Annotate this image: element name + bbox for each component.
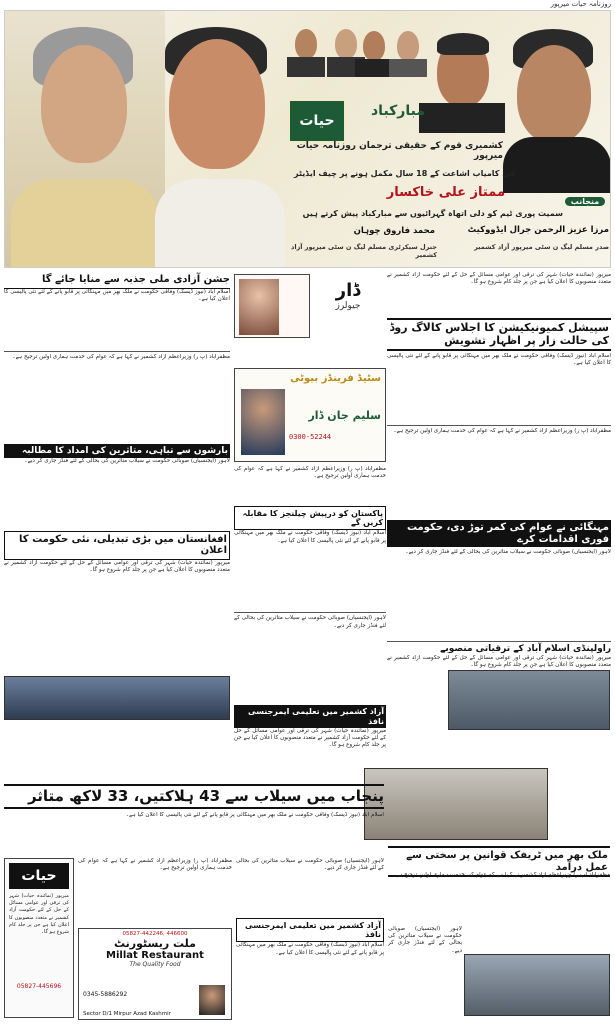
news-text: لاہور (ایجنسیاں) صوبائی حکومت نے سیلاب متاثرین کی بحالی کے لئے فنڈز جاری کر دیے۔ xyxy=(405,549,611,556)
news-text: اسلام آباد (نیوز ڈیسک) وفاقی حکومت نے ملک بھر میں مہنگائی پر قابو پانے کے لئے نئی پالیسی کا اعلان کیا ہے۔ xyxy=(387,353,611,367)
saleem-portrait xyxy=(241,389,285,455)
jewellers-image xyxy=(239,279,279,335)
news-text: لاہور (ایجنسیاں) صوبائی حکومت نے سیلاب متاثرین کی بحالی کے لئے فنڈز جاری کر دیے۔ xyxy=(388,926,462,954)
news-text: لاہور (ایجنسیاں) صوبائی حکومت نے سیلاب متاثرین کی بحالی کے لئے فنڈز جاری کر دیے۔ xyxy=(24,457,230,464)
portrait-right xyxy=(503,25,611,193)
saleem-ad xyxy=(234,368,386,462)
jewellers-ad xyxy=(234,274,310,338)
news-text: اسلام آباد (نیوز ڈیسک) وفاقی حکومت نے ملک بھر میں مہنگائی پر قابو پانے کے لئے نئی پالیسی کا اعلان کیا ہے۔ xyxy=(125,812,384,818)
congratulation-banner xyxy=(4,10,611,268)
headline: آزاد کشمیر میں تعلیمی ایمرجنسی نافذ xyxy=(234,705,386,727)
restaurant-address: Sector D/1 Mirpur Azad Kashmir xyxy=(83,1011,171,1017)
banner-line1: کشمیری قوم کے حقیقی ترجمان روزنامہ حیات میرپور xyxy=(296,141,503,161)
news-text: میرپور (نمائندہ حیات) شہر کی ترقی اور عوامی مسائل کے حل کے لئے حکومت آزاد کشمیر نے متعدد منصوبوں کا اعلان کیا ہے جن پر جلد کام شروع ہو گا۔ xyxy=(387,272,611,286)
headline: جشن آزادی ملی جذبہ سے منایا جائے گا xyxy=(4,272,230,289)
restaurant-ad xyxy=(78,928,232,1020)
restaurant-owner-photo xyxy=(199,985,225,1015)
news-column-right xyxy=(387,272,611,832)
news-text: مظفرآباد (پ ر) وزیراعظم آزاد کشمیر نے کہا ہے کہ عوام کی خدمت ہماری اولین ترجیح ہے۔ xyxy=(12,353,230,360)
hayat-mini-text: میرپور (نمائندہ حیات) شہر کی ترقی اور عوامی مسائل کے حل کے لئے حکومت آزاد کشمیر نے متعدد منصوبوں کا اعلان کیا ہے جن پر جلد کام شروع ہو گا۔ xyxy=(9,893,69,936)
restaurant-name-en: Millat Restaurant xyxy=(106,950,204,961)
saleem-phone: 0300-52244 xyxy=(289,433,332,441)
headline: افغانستان میں بڑی تبدیلی، نئی حکومت کا اعلان xyxy=(4,531,230,560)
news-photo xyxy=(4,676,230,720)
news-photo xyxy=(364,768,548,840)
small-portrait xyxy=(363,31,385,61)
news-text: اسلام آباد (نیوز ڈیسک) وفاقی حکومت نے ملک بھر میں مہنگائی پر قابو پانے کے لئے نئی پالیسی کا اعلان کیا ہے۔ xyxy=(4,288,230,302)
honoree-name: ممتاز علی خاکسار xyxy=(386,185,505,200)
hayat-mini-ad xyxy=(4,858,74,1018)
news-text: اسلام آباد (نیوز ڈیسک) وفاقی حکومت نے ملک بھر میں مہنگائی پر قابو پانے کے لئے نئی پالیسی کا اعلان کیا ہے۔ xyxy=(234,530,386,544)
small-portrait xyxy=(335,29,357,59)
headline: سپیشل کمیونیکیشن کا اجلاس کالاگ روڈ کی حالت زار پر اظہار تشویش xyxy=(387,318,611,351)
greeting-mark: مبارکباد xyxy=(371,103,425,119)
news-page xyxy=(4,272,611,1020)
person1-name: مرزا عزیز الرحمن جرال ایڈووکیٹ xyxy=(467,225,609,235)
portrait-left xyxy=(5,11,165,268)
news-text: میرپور (نمائندہ حیات) شہر کی ترقی اور عوامی مسائل کے حل کے لئے حکومت آزاد کشمیر نے متعدد منصوبوں کا اعلان کیا ہے جن پر جلد کام شروع ہو گا۔ xyxy=(4,559,230,574)
news-column-bottom xyxy=(236,858,384,1018)
news-text: میرپور (نمائندہ حیات) شہر کی ترقی اور عوامی مسائل کے حل کے لئے حکومت آزاد کشمیر نے متعدد منصوبوں کا اعلان کیا ہے جن پر جلد کام شروع ہو گا۔ xyxy=(387,654,611,668)
saleem-name: سلیم جان ڈار xyxy=(308,409,381,422)
small-portrait xyxy=(397,31,419,61)
headline: آزاد کشمیر میں تعلیمی ایمرجنسی نافذ xyxy=(236,918,384,942)
banner-line3: سمیت پوری ٹیم کو دلی اتھاہ گہرائیوں سے مبارکباد پیش کرتے ہیں xyxy=(302,209,563,218)
person2-title: جنرل سیکرٹری مسلم لیگ ن سٹی میرپور آزاد کشمیر xyxy=(291,243,437,259)
person1-title: صدر مسلم لیگ ن سٹی میرپور آزاد کشمیر xyxy=(474,243,609,251)
hayat-mini-phone: 05827-445696 xyxy=(16,983,62,990)
news-photo xyxy=(448,670,610,730)
news-photo xyxy=(464,954,610,1016)
person2-name: محمد فاروق چوہان xyxy=(353,226,435,236)
masthead-line: روزنامہ حیات میرپور xyxy=(550,0,611,8)
headline: ملک بھر میں ٹریفک قوانین پر سختی سے عمل درآمد xyxy=(388,846,610,877)
news-text: میرپور (نمائندہ حیات) شہر کی ترقی اور عوامی مسائل کے حل کے لئے حکومت آزاد کشمیر نے متعدد منصوبوں کا اعلان کیا ہے جن پر جلد کام شروع ہو گا۔ xyxy=(234,727,386,749)
jewellers-subtitle: جیولرز xyxy=(335,301,361,311)
news-text: مظفرآباد (پ ر) وزیراعظم آزاد کشمیر نے کہا ہے کہ عوام کی خدمت ہماری اولین ترجیح ہے۔ xyxy=(234,466,386,480)
small-portrait xyxy=(295,29,317,59)
from-label: منجانب xyxy=(565,197,605,206)
headline: مہنگائی نے عوام کی کمر توڑ دی، حکومت فوری اقدامات کرے xyxy=(387,520,611,547)
jewellers-brand xyxy=(310,274,386,338)
banner-line2: کی کامیاب اشاعت کے 18 سال مکمل ہونے پر چیف ایڈیٹر xyxy=(293,169,515,178)
news-text: لاہور (ایجنسیاں) صوبائی حکومت نے سیلاب متاثرین کی بحالی کے لئے فنڈز جاری کر دیے۔ xyxy=(236,858,384,872)
restaurant-mobile: 0345-5886292 xyxy=(83,991,128,998)
saleem-title: سٹیڈ فرینڈز بیوٹی xyxy=(290,373,381,384)
headline-main: پنجاب میں سیلاب سے 43 ہلاکتیں، 33 لاکھ متاثر xyxy=(4,784,384,809)
restaurant-phone: 05827-442246, 446600 xyxy=(122,931,188,937)
hayat-mini-logo: حیات xyxy=(9,863,69,889)
news-column-left xyxy=(4,272,230,812)
headline: بارشوں سے تباہی، متاثرین کی امداد کا مطالبہ xyxy=(4,444,230,458)
headline: راولپنڈی اسلام آباد کے ترقیاتی منصوبے xyxy=(440,644,611,655)
news-text: مظفرآباد (پ ر) وزیراعظم آزاد کشمیر نے کہا ہے کہ عوام کی خدمت ہماری اولین ترجیح ہے۔ xyxy=(393,428,611,435)
news-text: اسلام آباد (نیوز ڈیسک) وفاقی حکومت نے ملک بھر میں مہنگائی پر قابو پانے کے لئے نئی پالیسی کا اعلان کیا ہے۔ xyxy=(236,942,384,956)
news-column-center xyxy=(234,466,386,826)
portrait-center xyxy=(155,11,285,268)
headline: پاکستان کو درپیش چیلنجز کا مقابلہ کریں گے xyxy=(234,506,386,530)
news-text: لاہور (ایجنسیاں) صوبائی حکومت نے سیلاب متاثرین کی بحالی کے لئے فنڈز جاری کر دیے۔ xyxy=(234,615,386,629)
news-text: مظفرآباد (پ ر) وزیراعظم آزاد کشمیر نے کہا ہے کہ عوام کی خدمت ہماری اولین ترجیح ہے۔ xyxy=(78,858,232,872)
restaurant-tagline: The Quality Food xyxy=(129,961,181,968)
restaurant-name-urdu: ملت ریسٹورنٹ xyxy=(114,937,196,950)
jewellers-name: ڈار xyxy=(335,280,361,301)
hayat-logo: حیات xyxy=(288,99,346,143)
news-text: مظفرآباد (پ ر) وزیراعظم آزاد کشمیر نے کہا ہے کہ عوام کی خدمت ہماری اولین ترجیح ہے۔ xyxy=(392,872,610,878)
